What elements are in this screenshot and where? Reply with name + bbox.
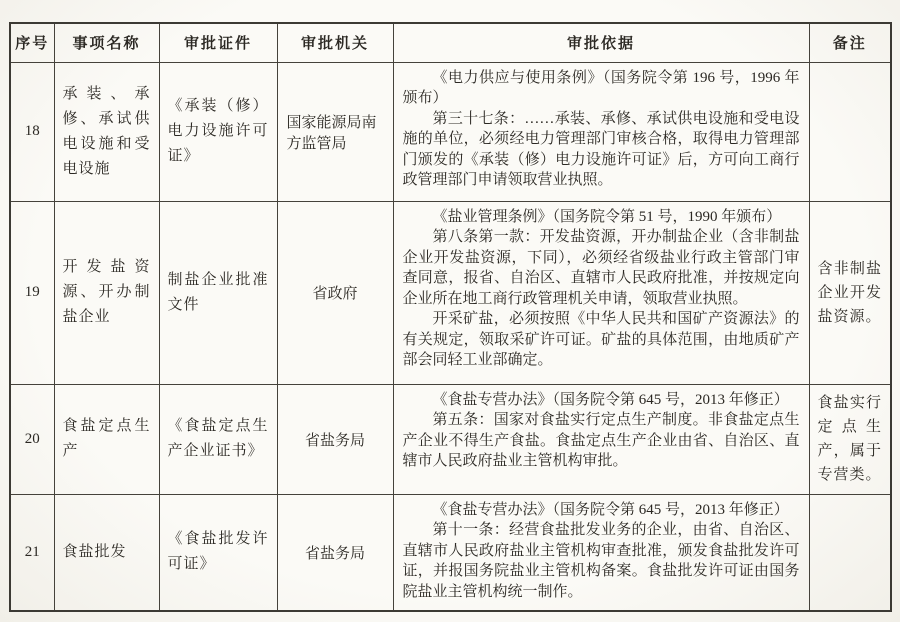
- approval-basis: [393, 62, 809, 201]
- basis-paragraph: 《食盐专营办法》（国务院令第 645 号，2013 年修正）: [432, 391, 789, 408]
- table-row: [10, 494, 891, 611]
- approval-certificate: 《食盐定点生产企业证书》: [159, 384, 277, 494]
- table-row: [10, 384, 891, 494]
- approval-authority: 省盐务局: [277, 384, 393, 494]
- basis-paragraph: 开采矿盐，必须按照《中华人民共和国矿产资源法》的有关规定，领取采矿许可证。矿盐的具体范围，由地质矿产部会同轻工业部确定。: [402, 311, 800, 368]
- basis-paragraph: 《食盐专营办法》（国务院令第 645 号，2013 年修正）: [432, 501, 789, 518]
- serial-number: 20: [10, 384, 54, 494]
- approval-authority: 省政府: [277, 201, 393, 384]
- remarks: [809, 494, 891, 611]
- approval-certificate: 制盐企业批准文件: [159, 201, 277, 384]
- header-approval-certificate: 审批证件: [159, 23, 277, 62]
- remarks: [809, 62, 891, 201]
- table-row: [10, 62, 891, 201]
- basis-paragraph: 第三十七条：……承装、承修、承试供电设施和受电设施的单位，必须经电力管理部门审核合格，取得电力管理部门颁发的《承装（修）电力设施许可证》后，方可向工商行政管理部门申请领取营业执照。: [402, 110, 800, 188]
- header-serial-number: 序号: [10, 23, 54, 62]
- approval-basis: [393, 201, 809, 384]
- serial-number: 21: [10, 494, 54, 611]
- basis-paragraph: 第八条第一款：开发盐资源，开办制盐企业（含非制盐企业开发盐资源，下同），必须经省级盐业行政主管部门审查同意，报省、自治区、直辖市人民政府批准，并按规定向企业所在地工商行政管理机关申请，领取营业执照。: [402, 229, 800, 307]
- basis-paragraph: 《电力供应与使用条例》（国务院令第 196 号，1996 年颁布）: [402, 69, 800, 106]
- approval-authority: 省盐务局: [277, 494, 393, 611]
- approval-authority: 国家能源局南方监管局: [277, 62, 393, 201]
- approval-certificate: 《承装（修）电力设施许可证》: [159, 62, 277, 201]
- header-item-name: 事项名称: [54, 23, 159, 62]
- table-row: [10, 201, 891, 384]
- approval-basis: [393, 494, 809, 611]
- remarks: 含非制盐企业开发盐资源。: [809, 201, 891, 384]
- approval-items-table: [9, 22, 892, 612]
- approval-basis: [393, 384, 809, 494]
- table-header-row: [10, 23, 891, 62]
- basis-paragraph: 第五条：国家对食盐实行定点生产制度。非食盐定点生产企业不得生产食盐。食盐定点生产企业由省、自治区、直辖市人民政府盐业主管机构审批。: [402, 412, 800, 469]
- header-approval-basis: 审批依据: [393, 23, 809, 62]
- header-remarks: 备注: [809, 23, 891, 62]
- remarks: 食盐实行定点生产，属于专营类。: [809, 384, 891, 494]
- item-name: 食盐定点生产: [54, 384, 159, 494]
- basis-paragraph: 《盐业管理条例》（国务院令第 51 号，1990 年颁布）: [432, 208, 782, 225]
- serial-number: 18: [10, 62, 54, 201]
- item-name: 承装、承修、承试供电设施和受电设施: [54, 62, 159, 201]
- item-name: 食盐批发: [54, 494, 159, 611]
- approval-certificate: 《食盐批发许可证》: [159, 494, 277, 611]
- basis-paragraph: 第十一条：经营食盐批发业务的企业，由省、自治区、直辖市人民政府盐业主管机构审查批准，颁发食盐批发许可证，并报国务院盐业主管机构备案。食盐批发许可证由国务院盐业主管机构统一制作。: [402, 522, 800, 600]
- serial-number: 19: [10, 201, 54, 384]
- item-name: 开发盐资源、开办制盐企业: [54, 201, 159, 384]
- header-approval-authority: 审批机关: [277, 23, 393, 62]
